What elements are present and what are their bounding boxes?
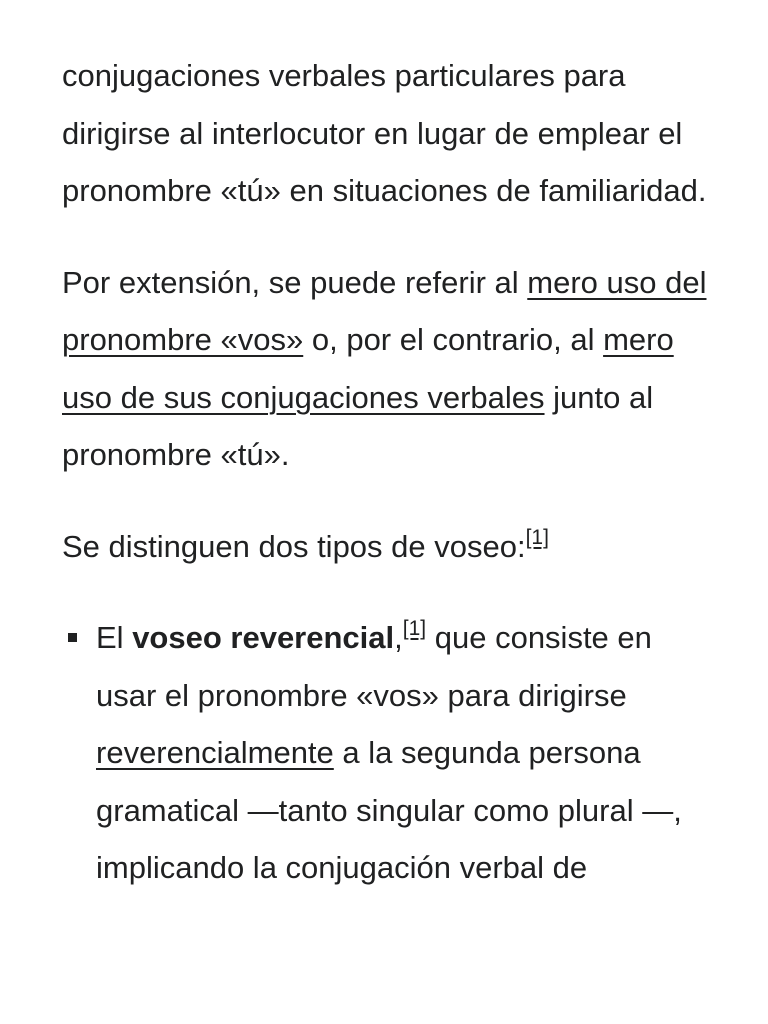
paragraph-types-text: Se distinguen dos tipos de voseo: (62, 528, 526, 564)
list-item-prefix: El (96, 620, 133, 655)
link-mero-uso-conjugaciones-verbales[interactable]: mero uso de sus conjugaciones verbales (62, 322, 674, 415)
paragraph-extension (62, 254, 712, 484)
list-item-text-2: a la segunda persona gramatical —tanto singular como plural —, implicando la conjugación verbal de (96, 735, 682, 885)
link-reverencialmente[interactable]: reverencialmente (96, 735, 334, 770)
paragraph-intro-text: conjugaciones verbales particulares para dirigirse al interlocutor en lugar de emplear el pronombre «tú» en situaciones de familiaridad. (62, 58, 707, 208)
list-item-comma: , (394, 620, 403, 655)
square-bullet-icon (68, 633, 77, 642)
list-item-voseo-reverencial (62, 609, 712, 897)
voseo-types-list (62, 609, 712, 897)
paragraph-intro (62, 47, 712, 220)
term-voseo-reverencial: voseo reverencial (132, 620, 395, 655)
paragraph-types (62, 518, 712, 576)
link-mero-uso-pronombre-vos[interactable]: mero uso del pronombre «vos» (62, 264, 707, 357)
reference-link-1-list[interactable]: [1] (402, 617, 427, 640)
paragraph-extension-text-after: junto al pronombre «tú». (62, 379, 654, 472)
reference-link-1[interactable]: [1] (525, 525, 549, 549)
paragraph-extension-text-middle: o, por el contrario, al (303, 322, 604, 357)
paragraph-extension-text-before: Por extensión, se puede referir al (62, 264, 528, 300)
list-item-text-1: que consiste en usar el pronombre «vos» para dirigirse (96, 620, 652, 713)
